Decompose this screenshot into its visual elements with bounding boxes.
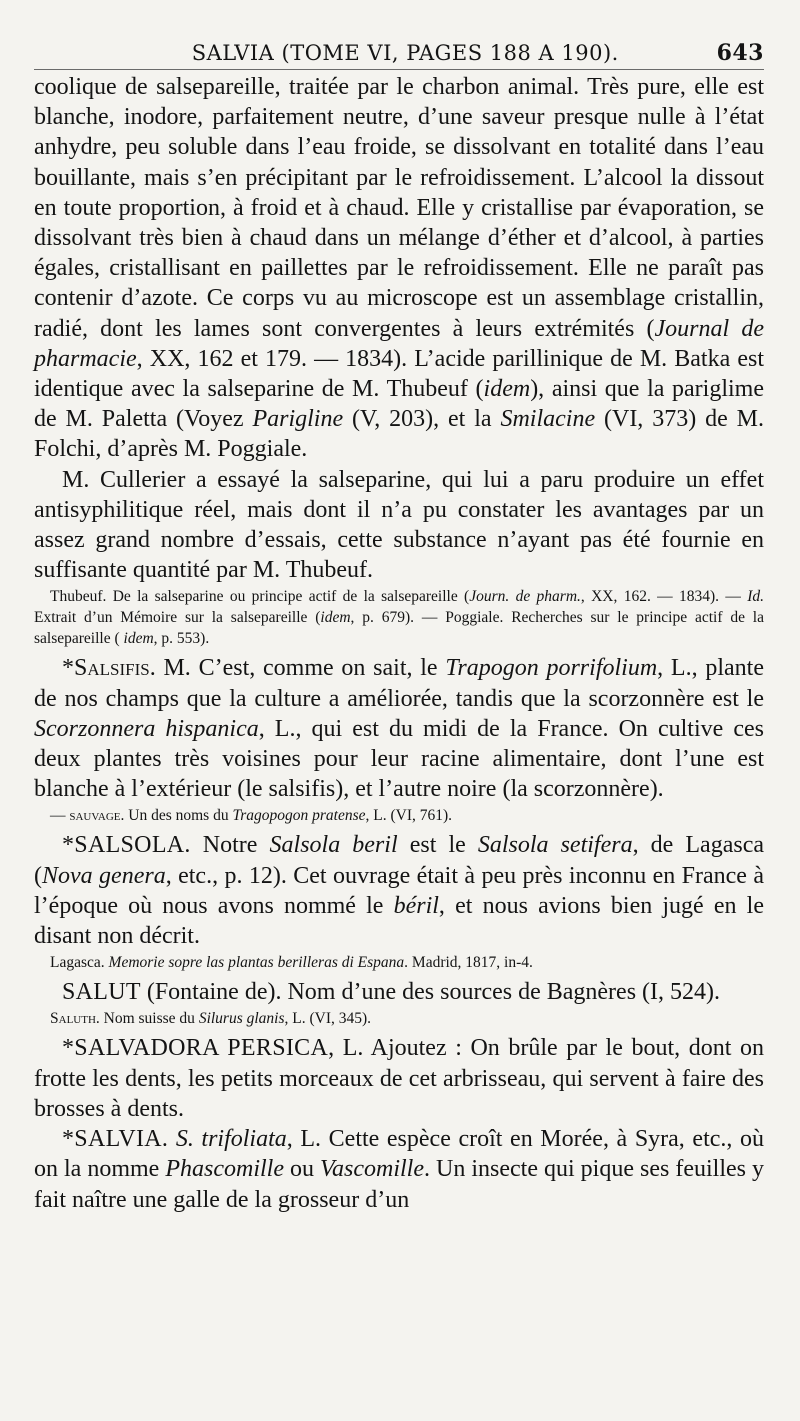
body-paragraph — [34, 830, 764, 951]
text-run: Nom suisse du — [99, 1010, 199, 1028]
italic-text: Silurus glanis — [198, 1010, 285, 1028]
text-run: , p. 553). — [153, 630, 210, 648]
bibliographic-reference — [34, 1008, 764, 1029]
running-title: SALVIA (TOME VI, PAGES 188 A 190). — [191, 41, 619, 65]
entry-headword: SALUT — [62, 979, 141, 1006]
text-run: , de Lagasca ( — [34, 832, 765, 889]
text-run: ), ainsi que la pariglime de M. Paletta (Voyez — [34, 376, 765, 433]
italic-text: Scorzonnera hispanica — [34, 715, 259, 742]
italic-text: S. trifoliata — [175, 1126, 287, 1153]
text-run: , L., qui est du midi de la France. On cultive ces deux plantes très voisines pour leur racine alimentaire, dont l’une est blanche à l’extérieur (le salsifis), et l’autre noire (la scorzonnère). — [34, 715, 764, 803]
bibliographic-reference — [34, 952, 764, 973]
body-paragraph — [34, 653, 764, 804]
italic-text: idem — [123, 630, 154, 648]
running-header — [34, 40, 764, 70]
body-paragraph — [34, 1124, 764, 1215]
text-run: , etc., p. 12). Cet ouvrage était à peu près inconnu en France à l’époque où nous avons nommé le — [34, 862, 764, 919]
italic-text: Salsola beril — [269, 832, 398, 859]
italic-text: Memorie sopre las plantas berilleras di Espana — [108, 954, 405, 972]
text-run: Lagasca. — [50, 954, 109, 972]
page-body — [34, 72, 764, 1215]
text-run: Thubeuf. De la salseparine ou principe actif de la salsepareille ( — [50, 588, 470, 606]
text-run: , L. (VI, 761). — [365, 807, 453, 825]
italic-text: Salsola setifera — [477, 832, 633, 859]
body-paragraph — [34, 1033, 764, 1124]
entry-headword: *SALVADORA PERSICA — [62, 1035, 329, 1062]
text-run: coolique de salsepareille, traitée par le charbon animal. Très pure, elle est blanche, inodore, parfaitement neutre, d’une saveur presque nulle à l’état anhydre, peu soluble dans l’eau froide, se dissolvant en totalité dans l’eau bouillante, mais s’en précipitant par le refroidissement. L’alcool la dissout en toute proportion, à froid et à chaud. Elle y cristallise par évaporation, se dissolvant très bien à chaud dans un mélange d’éther et d’alcool, à parties égales, cristallisant en paillettes par le refroidissement. Elle ne paraît pas contenir d’azote. Ce corps vu au microscope est un assemblage cristallin, radié, dont les lames sont convergentes à leurs extrémités ( — [34, 74, 764, 342]
text-run: (Fontaine de). Nom d’une des sources de Bagnères (I, 524). — [140, 979, 721, 1006]
page-number: 643 — [716, 40, 764, 66]
italic-text: Vascomille — [320, 1156, 424, 1183]
text-run: M. C’est, comme on sait, le — [155, 655, 446, 682]
entry-headword: *SALVIA. — [62, 1126, 169, 1153]
text-run: , L. (VI, 345). — [284, 1010, 372, 1028]
text-run: (V, 203), et la — [343, 406, 501, 433]
italic-text: Tragopogon pratense — [232, 807, 366, 825]
text-run: , L. Cette espèce croît en Morée, à Syra, etc., où on la nomme — [34, 1126, 764, 1183]
text-run: est le — [397, 832, 478, 859]
text-run: , p. 679). — Poggiale. Recherches sur le principe actif de la salsepareille ( — [34, 609, 764, 648]
italic-text: Nova genera — [42, 862, 166, 889]
text-run: Extrait d’un Mémoire sur la salsepareille ( — [34, 609, 321, 627]
italic-text: idem — [320, 609, 351, 627]
small-caps-term: — sauvage. — [50, 807, 125, 825]
bibliographic-reference — [34, 805, 764, 826]
text-run: , et nous avions bien jugé en le disant non décrit. — [34, 892, 764, 950]
text-run: ou — [283, 1156, 321, 1183]
text-run — [168, 1126, 176, 1152]
small-caps-term: *Salsifis. — [62, 655, 156, 682]
italic-text: Journ. de pharm. — [469, 588, 581, 606]
body-paragraph — [34, 977, 764, 1007]
text-run: (VI, 373) de M. Folchi, d’après M. Poggiale. — [34, 406, 764, 463]
small-caps-term: Saluth. — [50, 1010, 100, 1028]
italic-text: Phascomille — [165, 1156, 284, 1183]
italic-text: idem — [483, 376, 531, 403]
bibliographic-reference — [34, 586, 764, 649]
body-paragraph — [34, 72, 764, 465]
italic-text: Trapogon porrifolium — [445, 655, 658, 682]
italic-text: Journal de pharmacie — [34, 315, 765, 372]
text-run: . Un insecte qui pique ses feuilles y fait naître une galle de la grosseur d’un — [34, 1156, 764, 1213]
text-run: Un des noms du — [124, 807, 233, 825]
body-paragraph — [34, 465, 764, 586]
italic-text: béril — [393, 892, 439, 919]
text-run: Notre — [190, 832, 270, 859]
text-run: , XX, 162 et 179. — 1834). L’acide parillinique de M. Batka est identique avec la salseparine de M. Thubeuf ( — [34, 345, 764, 403]
text-run: , XX, 162. — 1834). — — [580, 588, 748, 606]
text-run: , L., plante de nos champs que la culture a améliorée, tandis que la scorzonnère est le — [34, 655, 764, 712]
text-run: M. Cullerier a essayé la salseparine, qui lui a paru produire un effet antisyphilitique réel, mais dont il n’a pu constater les avantages par un assez grand nombre d’essais, cette substance n’ayant pas été fournie en suffisante quantité par M. Thubeuf. — [34, 466, 764, 584]
italic-text: Id. — [747, 588, 764, 606]
italic-text: Parigline — [252, 406, 344, 433]
text-run: . Madrid, 1817, in-4. — [404, 954, 533, 972]
italic-text: Smilacine — [500, 406, 596, 433]
text-run: , L. Ajoutez : On brûle par le bout, dont on frotte les dents, les petits morceaux de cet arbrisseau, qui servent à faire des brosses à dents. — [34, 1035, 765, 1122]
entry-headword: *SALSOLA. — [62, 832, 191, 859]
